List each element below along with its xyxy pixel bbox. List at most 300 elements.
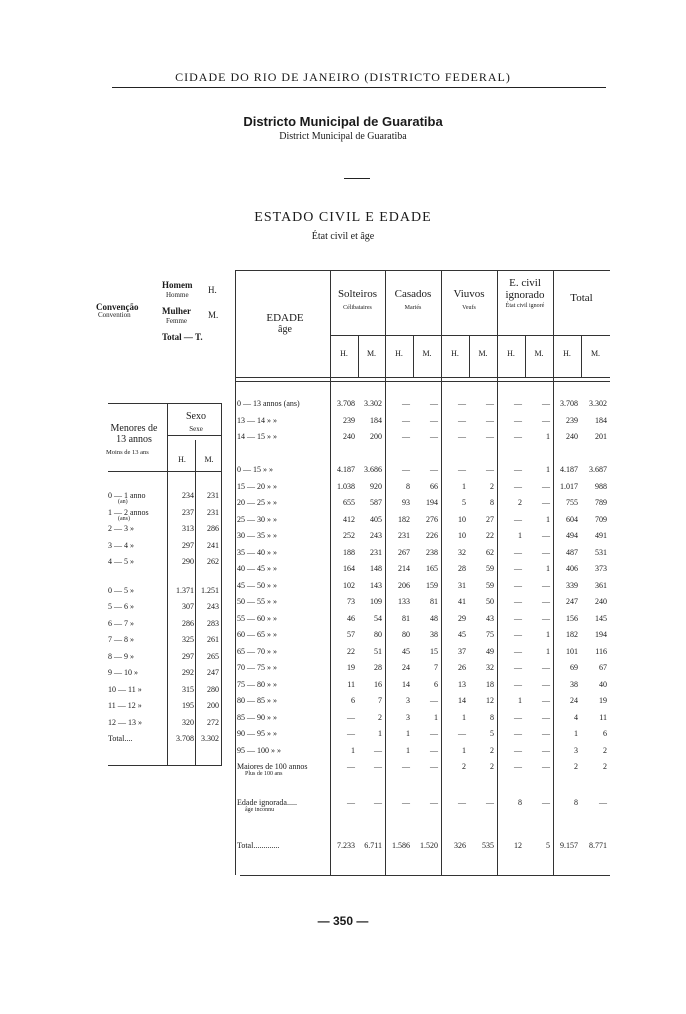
edade-label: EDADE <box>266 312 304 324</box>
row-10-col-2: 214 <box>398 564 410 573</box>
row-16-col-0: 19 <box>347 663 355 672</box>
row-6-col-8: 755 <box>566 498 578 507</box>
left-row-h-0: 234 <box>182 491 194 500</box>
row-10-col-6: — <box>514 564 522 573</box>
row-20-col-9: 6 <box>603 729 607 738</box>
hm-header-8: H. <box>563 349 571 358</box>
edade-header <box>240 312 330 335</box>
row-20-col-8: 1 <box>574 729 578 738</box>
left-row-label-2: 2 — 3 » <box>108 524 134 533</box>
row-11-col-0: 102 <box>343 580 355 590</box>
row-5-col-8: 1.017 <box>560 481 578 491</box>
row-2-col-6: — <box>514 432 522 441</box>
row-12-col-7: — <box>542 597 550 606</box>
row-label-7: 25 — 30 » » <box>237 514 277 524</box>
sexe-label: Sexe <box>189 425 203 433</box>
row-12-col-2: 133 <box>398 597 410 606</box>
row-14-col-9: 194 <box>595 630 607 639</box>
row-6-col-4: 5 <box>462 498 466 507</box>
row-17-col-1: 16 <box>374 679 382 689</box>
row-12-col-0: 73 <box>347 597 355 606</box>
row-9-col-6: — <box>514 547 522 557</box>
row-label-22: Maiores de 100 annos <box>237 762 308 771</box>
row-6-col-5: 8 <box>490 498 494 507</box>
row-23-col-7: — <box>542 798 550 807</box>
hm-header-6: H. <box>507 349 515 358</box>
left-row-label-7: 5 — 6 » <box>108 602 134 611</box>
row-21-col-7: — <box>542 745 550 755</box>
row-label-2: 14 — 15 » » <box>237 432 277 441</box>
row-20-col-3: — <box>430 729 438 738</box>
row-18-col-6: 1 <box>518 696 522 705</box>
left-row-h-2: 313 <box>182 524 194 533</box>
left-row-label-14: 12 — 13 » <box>108 717 142 727</box>
row-18-col-2: 3 <box>406 696 410 705</box>
row-5-col-7: — <box>542 481 550 491</box>
row-8-col-9: 491 <box>595 531 607 540</box>
row-1-col-9: 184 <box>595 415 607 425</box>
row-21-col-9: 2 <box>603 745 607 755</box>
left-row-h-15: 3.708 <box>176 734 194 743</box>
left-row-label-10: 8 — 9 » <box>108 651 134 661</box>
header-rule <box>112 87 606 88</box>
left-row-m-8: 283 <box>207 618 219 628</box>
row-label-15: 65 — 70 » » <box>237 646 277 656</box>
row-6-col-9: 789 <box>595 498 607 507</box>
row-2-col-3: — <box>430 432 438 441</box>
row-5-col-3: 66 <box>430 481 438 491</box>
left-row-m-15: 3.302 <box>201 734 219 743</box>
hm-header-4: H. <box>451 349 459 358</box>
row-17-col-0: 11 <box>347 679 355 689</box>
age-label: âge <box>278 324 292 335</box>
row-22-col-8: 2 <box>574 762 578 771</box>
group-header-fr-0: Célibataires <box>343 305 372 311</box>
right-vline-0 <box>235 270 236 875</box>
legend-h: H. <box>208 285 217 295</box>
row-7-col-3: 276 <box>426 514 438 524</box>
group-header-0: Solteiros <box>337 288 378 300</box>
row-24-col-5: 535 <box>482 841 494 850</box>
row-17-col-4: 13 <box>458 679 466 689</box>
row-5-col-4: 1 <box>462 481 466 491</box>
row-16-col-6: — <box>514 663 522 672</box>
row-label-21: 95 — 100 » » <box>237 745 281 755</box>
row-22-col-4: 2 <box>462 762 466 771</box>
left-bottom-rule <box>108 765 222 766</box>
row-0-col-0: 3.708 <box>337 399 355 408</box>
right-bottom-rule <box>240 875 610 876</box>
row-2-col-0: 240 <box>343 432 355 441</box>
running-header: CIDADE DO RIO DE JANEIRO (DISTRICTO FEDERAL) <box>175 70 511 84</box>
row-12-col-3: 81 <box>430 597 438 606</box>
row-label-13: 55 — 60 » » <box>237 613 277 623</box>
left-row-h-4: 290 <box>182 557 194 566</box>
row-1-col-3: — <box>430 415 438 425</box>
row-19-col-0: — <box>347 712 355 722</box>
left-row-label-11: 9 — 10 » <box>108 668 138 677</box>
row-9-col-4: 32 <box>458 547 466 557</box>
row-17-col-6: — <box>514 679 522 689</box>
row-4-col-6: — <box>514 465 522 474</box>
row-12-col-4: 41 <box>458 597 466 606</box>
row-10-col-8: 406 <box>566 564 578 573</box>
row-label-12: 50 — 55 » » <box>237 597 277 606</box>
row-6-col-2: 93 <box>402 498 410 507</box>
row-24-col-3: 1.520 <box>420 841 438 850</box>
row-label-6: 20 — 25 » » <box>237 498 277 507</box>
row-16-col-8: 69 <box>570 663 578 672</box>
row-1-col-0: 239 <box>343 415 355 425</box>
row-4-col-9: 3.687 <box>589 465 607 474</box>
row-14-col-3: 38 <box>430 630 438 639</box>
hm-header-5: M. <box>478 349 488 358</box>
legend-m: M. <box>208 310 219 320</box>
row-14-col-8: 182 <box>566 630 578 639</box>
district-title: Districto Municipal de Guaratiba <box>243 114 443 129</box>
row-17-col-7: — <box>542 679 550 689</box>
row-19-col-7: — <box>542 712 550 722</box>
row-17-col-5: 18 <box>486 679 494 689</box>
row-18-col-7: — <box>542 696 550 705</box>
row-1-col-2: — <box>402 415 410 425</box>
row-21-col-0: 1 <box>351 745 355 755</box>
row-2-col-5: — <box>486 432 494 441</box>
row-12-col-5: 50 <box>486 597 494 606</box>
left-row-label-13: 11 — 12 » <box>108 701 142 710</box>
row-13-col-4: 29 <box>458 613 466 623</box>
row-label-11: 45 — 50 » » <box>237 580 277 590</box>
row-13-col-2: 81 <box>402 613 410 623</box>
row-15-col-0: 22 <box>347 646 355 656</box>
row-22-col-7: — <box>542 762 550 771</box>
right-subheader-rule <box>330 335 610 336</box>
legend-total: Total — T. <box>162 332 203 342</box>
row-label-20: 90 — 95 » » <box>237 729 277 738</box>
row-4-col-1: 3.686 <box>364 465 382 474</box>
row-22-col-6: — <box>514 762 522 771</box>
row-7-col-6: — <box>514 514 522 524</box>
left-row-label-8: 6 — 7 » <box>108 618 134 628</box>
hm-header-3: M. <box>422 349 432 358</box>
row-19-col-3: 1 <box>434 712 438 722</box>
group-header-fr-3: État civil ignoré <box>505 303 545 309</box>
row-7-col-7: 1 <box>546 514 550 524</box>
row-5-col-9: 988 <box>595 481 607 491</box>
hm-header-9: M. <box>590 349 601 358</box>
row-label-10: 40 — 45 » » <box>237 564 277 573</box>
row-9-col-5: 62 <box>486 547 494 557</box>
left-row-label-6: 0 — 5 » <box>108 585 134 595</box>
row-17-col-3: 6 <box>434 679 438 689</box>
row-12-col-8: 247 <box>566 597 578 606</box>
left-row-m-13: 200 <box>207 701 219 710</box>
row-8-col-3: 226 <box>426 531 438 540</box>
row-label-14: 60 — 65 » » <box>237 630 277 639</box>
row-6-col-0: 655 <box>343 498 355 507</box>
row-23-col-5: — <box>486 798 494 807</box>
legend-homem: Homem <box>162 280 193 290</box>
row-7-col-0: 412 <box>343 514 355 524</box>
row-18-col-5: 12 <box>486 696 494 705</box>
row-23-col-9: — <box>599 798 607 807</box>
left-row-label-12: 10 — 11 » <box>108 684 142 694</box>
row-23-col-0: — <box>347 798 355 807</box>
row-13-col-9: 145 <box>595 613 607 623</box>
row-19-col-8: 4 <box>574 712 578 722</box>
row-5-col-5: 2 <box>490 481 494 491</box>
group-header-fr-1: Mariés <box>404 305 422 311</box>
row-15-col-2: 45 <box>402 646 410 656</box>
row-12-col-6: — <box>514 597 522 606</box>
row-20-col-7: — <box>542 729 550 738</box>
row-19-col-5: 8 <box>490 712 494 722</box>
left-row-m-9: 261 <box>207 635 219 644</box>
row-12-col-1: 109 <box>370 597 382 606</box>
row-9-col-8: 487 <box>566 547 578 557</box>
row-4-col-2: — <box>402 465 410 474</box>
left-row-label-3: 3 — 4 » <box>108 540 134 550</box>
row-23-col-2: — <box>402 798 410 807</box>
row-sublabel-23: âge inconnu <box>245 807 275 813</box>
row-23-col-6: 8 <box>518 798 522 807</box>
row-18-col-3: — <box>430 696 438 705</box>
left-row-h-13: 195 <box>182 701 194 710</box>
row-10-col-5: 59 <box>486 564 494 573</box>
left-row-m-12: 280 <box>207 684 219 694</box>
row-16-col-3: 7 <box>434 663 438 672</box>
row-23-col-4: — <box>458 798 466 807</box>
group-header-fr-2: Veufs <box>462 305 476 311</box>
group-header-1: Casados <box>394 288 432 300</box>
group-header-2: Viuvos <box>453 288 485 300</box>
row-6-col-7: — <box>542 498 550 507</box>
row-label-16: 70 — 75 » » <box>237 663 277 672</box>
row-label-19: 85 — 90 » » <box>237 712 277 722</box>
section-title: ESTADO CIVIL E EDADE <box>254 210 432 225</box>
row-10-col-9: 373 <box>595 564 607 573</box>
row-11-col-5: 59 <box>486 580 494 590</box>
row-24-col-1: 6.711 <box>364 841 382 850</box>
left-row-m-14: 272 <box>207 717 219 727</box>
row-label-8: 30 — 35 » » <box>237 531 277 540</box>
row-8-col-6: 1 <box>518 531 522 540</box>
row-13-col-6: — <box>514 613 522 623</box>
legend-convencao: Convenção <box>96 302 139 312</box>
row-0-col-8: 3.708 <box>560 399 578 408</box>
row-2-col-8: 240 <box>566 432 578 441</box>
row-1-col-7: — <box>542 415 550 425</box>
row-5-col-2: 8 <box>406 481 410 491</box>
left-row-h-11: 292 <box>182 668 194 677</box>
row-16-col-1: 28 <box>374 663 382 672</box>
row-9-col-1: 231 <box>370 547 382 557</box>
group-header-4: Total <box>570 292 593 304</box>
row-14-col-4: 45 <box>458 630 466 639</box>
left-row-m-3: 241 <box>207 540 219 550</box>
row-16-col-4: 26 <box>458 663 466 672</box>
row-19-col-2: 3 <box>406 712 410 722</box>
row-16-col-2: 24 <box>402 663 410 672</box>
row-9-col-9: 531 <box>595 547 607 557</box>
row-11-col-6: — <box>514 580 522 590</box>
left-subtitle: Moins de 13 ans <box>106 449 149 456</box>
row-17-col-9: 40 <box>599 679 607 689</box>
row-label-24: Total............. <box>237 841 280 850</box>
row-4-col-8: 4.187 <box>560 465 578 474</box>
row-2-col-1: 200 <box>370 432 382 441</box>
left-row-label-15: Total.... <box>108 734 133 743</box>
row-0-col-2: — <box>402 399 410 408</box>
row-23-col-8: 8 <box>574 798 578 807</box>
row-6-col-3: 194 <box>426 498 438 507</box>
row-21-col-1: — <box>374 745 382 755</box>
row-21-col-3: — <box>430 745 438 755</box>
row-22-col-9: 2 <box>603 762 607 771</box>
hm-header-7: M. <box>534 349 544 358</box>
row-label-1: 13 — 14 » » <box>237 415 277 425</box>
convention-legend <box>96 280 226 342</box>
row-8-col-7: — <box>542 531 550 540</box>
row-16-col-7: — <box>542 663 550 672</box>
row-21-col-2: 1 <box>406 745 410 755</box>
row-0-col-6: — <box>514 399 522 408</box>
row-21-col-6: — <box>514 745 522 755</box>
row-2-col-2: — <box>402 432 410 441</box>
row-11-col-3: 159 <box>426 580 438 590</box>
left-row-h-3: 297 <box>182 540 194 550</box>
left-row-label-0: 0 — 1 anno <box>108 491 146 500</box>
row-20-col-1: 1 <box>378 729 382 738</box>
row-11-col-4: 31 <box>458 580 466 590</box>
row-22-col-0: — <box>347 762 355 771</box>
row-23-col-3: — <box>430 798 438 807</box>
row-7-col-1: 405 <box>370 514 382 524</box>
left-vline-1 <box>167 403 168 765</box>
row-22-col-5: 2 <box>490 762 494 771</box>
row-13-col-5: 43 <box>486 613 494 623</box>
legend-homme: Homme <box>166 291 189 299</box>
row-14-col-5: 75 <box>486 630 494 639</box>
row-5-col-0: 1.038 <box>337 481 355 491</box>
row-8-col-5: 22 <box>486 531 494 540</box>
left-row-label-4: 4 — 5 » <box>108 557 134 566</box>
row-8-col-0: 252 <box>343 531 355 540</box>
left-row-m-6: 1.251 <box>201 585 219 595</box>
row-6-col-1: 587 <box>370 498 382 507</box>
left-title: Menores de 13 annos <box>110 423 158 445</box>
row-4-col-4: — <box>458 465 466 474</box>
row-5-col-1: 920 <box>370 481 382 491</box>
row-23-col-1: — <box>374 798 382 807</box>
row-13-col-7: — <box>542 613 550 623</box>
row-20-col-6: — <box>514 729 522 738</box>
row-11-col-8: 339 <box>566 580 578 590</box>
left-row-h-8: 286 <box>182 618 194 628</box>
row-15-col-1: 51 <box>374 646 382 656</box>
row-18-col-4: 14 <box>458 696 466 705</box>
left-row-h-14: 320 <box>182 717 194 727</box>
row-4-col-7: 1 <box>546 465 550 474</box>
row-21-col-4: 1 <box>462 745 466 755</box>
row-label-18: 80 — 85 » » <box>237 696 277 705</box>
row-9-col-3: 238 <box>426 547 438 557</box>
row-22-col-1: — <box>374 762 382 771</box>
row-7-col-9: 709 <box>595 514 607 524</box>
row-7-col-2: 182 <box>398 514 410 524</box>
row-15-col-9: 116 <box>595 646 607 656</box>
row-14-col-7: 1 <box>546 630 550 639</box>
row-19-col-9: 11 <box>599 712 607 722</box>
row-14-col-2: 80 <box>402 630 410 639</box>
row-label-5: 15 — 20 » » <box>237 481 277 491</box>
row-24-col-4: 326 <box>454 841 466 850</box>
left-top-rule <box>108 403 222 404</box>
row-9-col-7: — <box>542 547 550 557</box>
left-h-header: H. <box>178 455 186 464</box>
row-2-col-7: 1 <box>546 432 550 441</box>
row-24-col-2: 1.586 <box>392 841 410 850</box>
row-9-col-0: 188 <box>343 547 355 557</box>
row-9-col-2: 267 <box>398 547 410 557</box>
row-0-col-3: — <box>430 399 438 408</box>
row-8-col-8: 494 <box>566 531 578 540</box>
left-row-m-4: 262 <box>207 557 219 566</box>
left-row-m-7: 243 <box>207 602 219 611</box>
left-row-m-10: 265 <box>207 651 219 661</box>
legend-femme: Femme <box>166 317 187 325</box>
row-22-col-2: — <box>402 762 410 771</box>
row-label-23: Edade ignorada..... <box>237 798 297 807</box>
row-11-col-9: 361 <box>595 580 607 590</box>
row-24-col-8: 9.157 <box>560 841 578 850</box>
left-row-h-9: 325 <box>182 635 194 644</box>
row-13-col-1: 54 <box>374 613 382 623</box>
left-row-m-11: 247 <box>207 668 219 677</box>
left-row-m-1: 231 <box>207 507 219 517</box>
row-16-col-5: 32 <box>486 663 494 672</box>
row-7-col-4: 10 <box>458 514 466 524</box>
row-10-col-3: 165 <box>426 564 438 573</box>
row-10-col-4: 28 <box>458 564 466 573</box>
row-10-col-0: 164 <box>343 564 355 573</box>
left-row-h-10: 297 <box>182 651 194 661</box>
row-8-col-4: 10 <box>458 531 466 540</box>
row-11-col-2: 206 <box>398 580 410 590</box>
section-subtitle: État civil et âge <box>311 231 375 242</box>
row-4-col-0: 4.187 <box>337 465 355 474</box>
row-16-col-9: 67 <box>599 663 607 672</box>
group-header-3: E. civil ignorado <box>505 277 545 301</box>
left-sex-rule <box>168 435 222 436</box>
district-subtitle: District Municipal de Guaratiba <box>279 131 407 142</box>
row-13-col-3: 48 <box>430 613 438 623</box>
row-1-col-8: 239 <box>566 415 578 425</box>
left-row-h-1: 237 <box>182 507 194 517</box>
hm-header-0: H. <box>340 349 348 358</box>
row-1-col-1: 184 <box>370 415 382 425</box>
short-rule <box>344 178 370 179</box>
row-0-col-5: — <box>486 399 494 408</box>
row-0-col-4: — <box>458 399 466 408</box>
row-10-col-1: 148 <box>370 564 382 573</box>
row-6-col-6: 2 <box>518 498 522 507</box>
legend-convention: Convention <box>98 311 131 319</box>
left-row-label-1: 1 — 2 annos <box>108 507 149 517</box>
row-12-col-9: 240 <box>595 597 607 606</box>
hm-header-1: M. <box>366 349 377 358</box>
left-row-sub-0: (an) <box>118 499 128 505</box>
